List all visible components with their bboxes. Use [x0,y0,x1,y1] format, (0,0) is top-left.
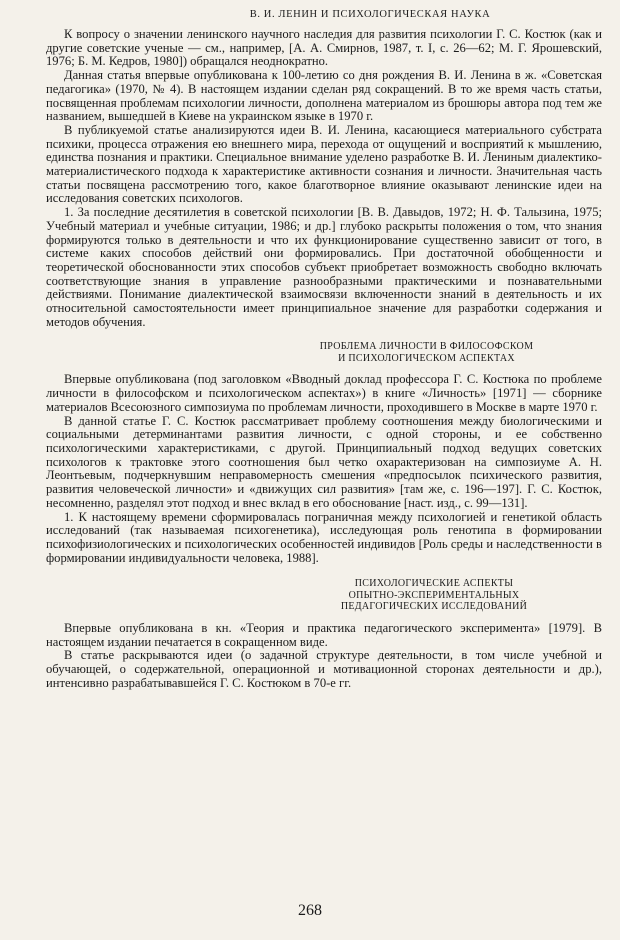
heading-line: ПРОБЛЕМА ЛИЧНОСТИ В ФИЛОСОФСКОМ [319,341,534,353]
paragraph: Данная статья впервые опубликована к 100-летию со дня рождения В. И. Ленина в ж. «Советская педагогика» (1970, № 4). В настоящем издании сделан ряд сокращений. В то же время часть статьи, посвященная проблемам психологии личности, дополнена материалом из брошюры автора под тем же названием, вышедшей в Киеве на украинском языке в 1970 г. [46,68,602,124]
paragraph: В публикуемой статье анализируются идеи В. И. Ленина, касающиеся материального субстрата психики, процесса отражения ею внешнего мира, перехода от ощущений и восприятий к мышлению, единства познания и практики. Специальное внимание уделено разработке В. И. Лениным диалектико-материалистического подхода к характеристике активности сознания и личности. Значительная часть статьи посвящена рассмотрению того, какое благотворное влияние оказывают ленинские идеи на исследования советских психологов. [46,122,602,206]
heading-line: ОПЫТНО-ЭКСПЕРИМЕНТАЛЬНЫХ [348,589,520,601]
paragraph: 1. За последние десятилетия в советской психологии [В. В. Давыдов, 1972; Н. Ф. Талызина, 1975; Учебный материал и учебные ситуации, 1986; и др.] глубоко раскрыты положения о том, что знания формируются только в деятельности и что их функционирование существенно зависит от того, в системе каких способов действий они формировались. При достаточной обобщенности и теоретической обоснованности этих способов субъект приобретает возможность свободно включать соответствующие знания в управление разнообразными практическими и познавательными действиями. Понимание диалектической взаимосвязи включенности знаний в деятельность и их относительной самостоятельности имеет принципиальное значение для разработки содержания и методов обучения. [46,205,602,329]
page-body [46,28,602,690]
paragraph: В данной статье Г. С. Костюк рассматривает проблему соотношения между биологическими и социальными детерминантами развития личности, с одной стороны, и ее собственно психологическими характеристиками, с другой. Принципиальный подход ведущих советских психологов к трактовке этого соотношения был четко охарактеризован на симпозиуме А. Н. Леонтьевым, подчеркнувшим неправомерность смешения «предпосылок психического развития, развития человеческой личности» и «движущих сил развития» [там же, с. 196—197]. Г. С. Костюк, несомненно, разделял этот подход и внес вклад в его обоснование [наст. изд., с. 99—131]. [46,413,602,510]
heading-line: ПСИХОЛОГИЧЕСКИЕ АСПЕКТЫ [354,578,514,590]
paragraph: Впервые опубликована в кн. «Теория и практика педагогического эксперимента» [1979]. В настоящем издании печатается в сокращенном виде. [46,620,602,649]
paragraph: Впервые опубликована (под заголовком «Вводный доклад профессора Г. С. Костюка по проблеме личности в философском и психологическом аспектах») в книге «Личность» [1971] — сборнике материалов Всесоюзного симпозиума по проблемам личности, проходившего в Москве в марте 1970 г. [46,372,602,414]
section-heading-experimental [266,578,602,613]
section-personality-notes [46,373,602,565]
section-lenin-notes [46,28,602,329]
running-head: В. И. ЛЕНИН И ПСИХОЛОГИЧЕСКАЯ НАУКА [249,9,491,20]
section-experimental-notes [46,622,602,691]
heading-line: И ПСИХОЛОГИЧЕСКОМ АСПЕКТАХ [338,352,515,364]
paragraph: В статье раскрываются идеи (о задачной структуре деятельности, в том числе учебной и обучающей, о содержательной, операционной и мотивационной сторонах деятельности и др.), интенсивно разрабатывавшейся Г. С. Костюком в 70-е гг. [46,648,602,690]
section-heading-personality [251,341,602,364]
heading-line: ПЕДАГОГИЧЕСКИХ ИССЛЕДОВАНИЙ [340,601,528,613]
paragraph: К вопросу о значении ленинского научного наследия для развития психологии Г. С. Костюк (как и другие советские ученые — см., например, [А. А. Смирнов, 1987, т. I, с. 26—62; М. Г. Ярошевский, 1976; Б. М. Кедров, 1980]) обращался неоднократно. [46,27,602,69]
paragraph: 1. К настоящему времени сформировалась пограничная между психологией и генетикой область исследований (так называемая психогенетика), исследующая роль генотипа в формировании психофизиологических и психологических особенностей индивидов [Роль среды и наследственности в формировании индивидуальности человека, 1988]. [46,509,602,565]
page-number: 268 [298,902,322,919]
